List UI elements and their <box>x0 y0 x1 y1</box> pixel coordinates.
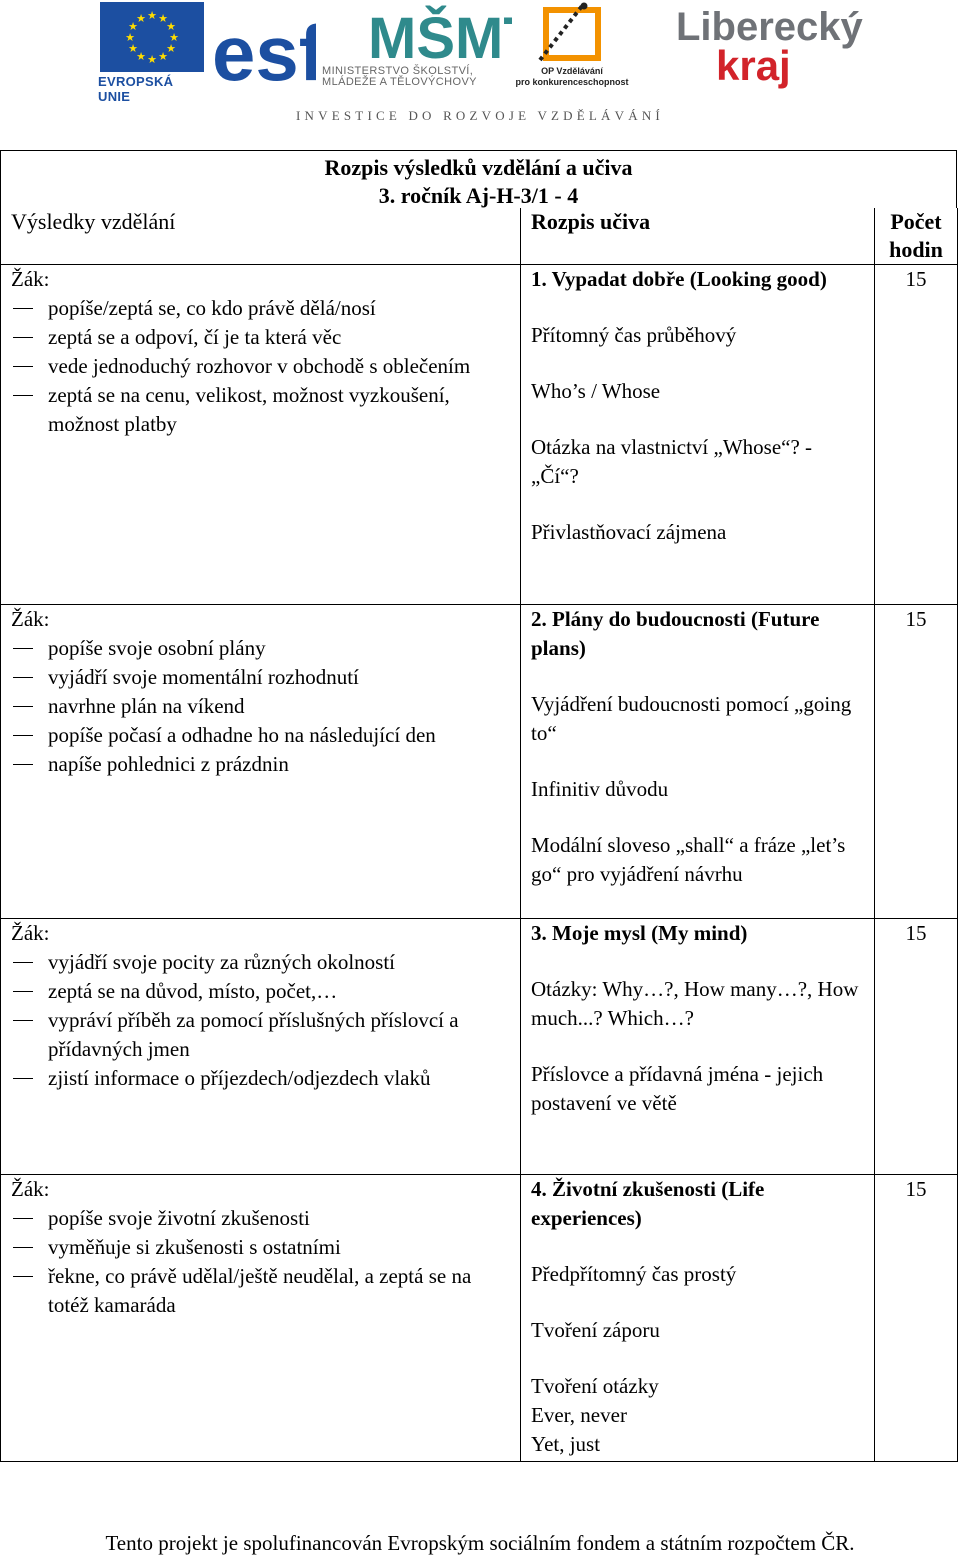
document-subtitle: 3. ročník Aj-H-3/1 - 4 <box>378 183 579 208</box>
outcome-item: popíše počasí a odhadne ho na následující den <box>11 721 510 750</box>
outcome-item: vede jednoduchý rozhovor v obchodě s oblečením <box>11 352 510 381</box>
table-row <box>1 605 958 919</box>
outcome-item: zeptá se na cenu, velikost, možnost vyzkoušení, možnost platby <box>11 381 510 439</box>
table-row <box>1 919 958 1175</box>
eu-flag-icon <box>100 2 204 72</box>
outcome-item: navrhne plán na víkend <box>11 692 510 721</box>
footer-note: Tento projekt je spolufinancován Evropským sociálním fondem a státním rozpočtem ČR. <box>105 1531 855 1555</box>
esf-logo-icon <box>210 2 316 86</box>
svg-text:★: ★ <box>136 50 146 63</box>
column-header-hours: Počet hodin <box>875 208 958 265</box>
outcome-list <box>11 634 510 779</box>
op-arrow-icon <box>512 2 632 64</box>
topic-item: Who’s / Whose <box>531 379 661 403</box>
topic-item: Yet, just <box>531 1432 601 1456</box>
outcome-item: vypráví příběh za pomocí příslušných příslovcí a přídavných jmen <box>11 1006 510 1064</box>
topics-cell <box>521 1175 875 1462</box>
topic-item: Modální sloveso „shall“ a fráze „let’s go“ pro vyjádření návrhu <box>531 833 846 886</box>
msmt-text-line-1: MINISTERSTVO ŠKOLSTVÍ, <box>322 65 474 77</box>
outcome-item: vyměňuje si zkušenosti s ostatními <box>11 1233 510 1262</box>
outcomes-cell <box>1 605 521 919</box>
topic-item: Přítomný čas průběhový <box>531 323 737 347</box>
msmt-logo <box>322 2 512 92</box>
topic-item: Vyjádření budoucnosti pomocí „going to“ <box>531 692 852 745</box>
row-lead: Žák: <box>11 607 50 631</box>
table-titles <box>0 150 957 208</box>
outcomes-cell <box>1 1175 521 1462</box>
row-lead: Žák: <box>11 921 50 945</box>
msmt-mark-text: MŠM <box>368 6 504 64</box>
outcome-item: řekne, co právě udělal/ještě neudělal, a zeptá se na totéž kamaráda <box>11 1262 510 1320</box>
op-text <box>512 66 632 88</box>
hours-cell: 15 <box>875 605 958 919</box>
svg-text:★: ★ <box>128 42 138 55</box>
esf-logo <box>210 2 316 86</box>
column-header-outcomes: Výsledky vzdělání <box>1 208 521 265</box>
topic-item: Otázka na vlastnictví „Whose“? - „Čí“? <box>531 435 813 488</box>
outcome-list <box>11 1204 510 1320</box>
esf-text: esf <box>212 9 316 86</box>
outcome-list <box>11 948 510 1093</box>
svg-text:★: ★ <box>147 53 157 66</box>
outcomes-cell <box>1 919 521 1175</box>
hours-cell: 15 <box>875 265 958 605</box>
eu-stars-icon <box>100 2 204 72</box>
page-header <box>0 0 960 135</box>
topic-title: 1. Vypadat dobře (Looking good) <box>531 267 827 291</box>
outcome-item: zjistí informace o příjezdech/odjezdech vlaků <box>11 1064 510 1093</box>
msmt-text-line-2: MLÁDEŽE A TĚLOVÝCHOVY <box>322 76 477 88</box>
row-lead: Žák: <box>11 1177 50 1201</box>
document-title: Rozpis výsledků vzdělání a učiva <box>324 155 633 180</box>
svg-text:★: ★ <box>125 31 135 44</box>
topic-item: Tvoření záporu <box>531 1318 660 1342</box>
msmt-text <box>322 66 477 88</box>
svg-text:★: ★ <box>166 42 176 55</box>
svg-text:★: ★ <box>147 9 157 22</box>
svg-text:★: ★ <box>136 12 146 25</box>
topic-item: Ever, never <box>531 1403 627 1427</box>
table-row <box>1 265 958 605</box>
topic-item: Tvoření otázky <box>531 1374 659 1398</box>
outcome-item: napíše pohlednici z prázdnin <box>11 750 510 779</box>
outcomes-grid <box>0 208 958 1462</box>
outcome-list <box>11 294 510 439</box>
topic-item: Otázky: Why…?, How many…?, How much...? Which…? <box>531 977 859 1030</box>
topic-item: Přivlastňovací zájmena <box>531 520 727 544</box>
header-row <box>1 208 958 265</box>
hours-cell: 15 <box>875 919 958 1175</box>
liberecky-kraj-logo <box>664 0 864 92</box>
tagline: INVESTICE DO ROZVOJE VZDĚLÁVÁNÍ <box>296 108 664 123</box>
region-text-2: kraj <box>716 42 791 89</box>
svg-text:★: ★ <box>169 31 179 44</box>
outcome-item: popíše/zeptá se, co kdo právě dělá/nosí <box>11 294 510 323</box>
op-logo <box>512 2 632 92</box>
outcome-item: zeptá se a odpoví, čí je ta která věc <box>11 323 510 352</box>
svg-text:★: ★ <box>128 20 138 33</box>
eu-label: EVROPSKÁ UNIE <box>98 74 174 104</box>
msmt-mark-icon <box>322 2 512 64</box>
topic-item: Předpřítomný čas prostý <box>531 1262 737 1286</box>
liberecky-kraj-logo-icon <box>664 0 864 92</box>
topic-title: 4. Životní zkušenosti (Life experiences) <box>531 1177 765 1230</box>
hours-cell: 15 <box>875 1175 958 1462</box>
topic-title: 3. Moje mysl (My mind) <box>531 921 748 945</box>
curriculum-table <box>0 150 957 1462</box>
svg-text:★: ★ <box>158 50 168 63</box>
outcome-item: zeptá se na důvod, místo, počet,… <box>11 977 510 1006</box>
region-text-1: Liberecký <box>676 5 863 49</box>
svg-text:★: ★ <box>166 20 176 33</box>
svg-text:★: ★ <box>158 12 168 25</box>
topic-item: Infinitiv důvodu <box>531 777 669 801</box>
topics-cell <box>521 919 875 1175</box>
topic-item: Příslovce a přídavná jména - jejich postavení ve větě <box>531 1062 824 1115</box>
outcome-item: popíše svoje životní zkušenosti <box>11 1204 510 1233</box>
op-text-line-1: OP Vzdělávání <box>541 66 603 76</box>
topics-cell <box>521 265 875 605</box>
outcome-item: vyjádří svoje pocity za různých okolností <box>11 948 510 977</box>
column-header-topics: Rozpis učiva <box>521 208 875 265</box>
topic-title: 2. Plány do budoucnosti (Future plans) <box>531 607 820 660</box>
outcome-item: vyjádří svoje momentální rozhodnutí <box>11 663 510 692</box>
row-lead: Žák: <box>11 267 50 291</box>
op-text-line-2: pro konkurenceschopnost <box>515 77 629 87</box>
topics-cell <box>521 605 875 919</box>
outcome-item: popíše svoje osobní plány <box>11 634 510 663</box>
outcomes-cell <box>1 265 521 605</box>
table-row <box>1 1175 958 1462</box>
